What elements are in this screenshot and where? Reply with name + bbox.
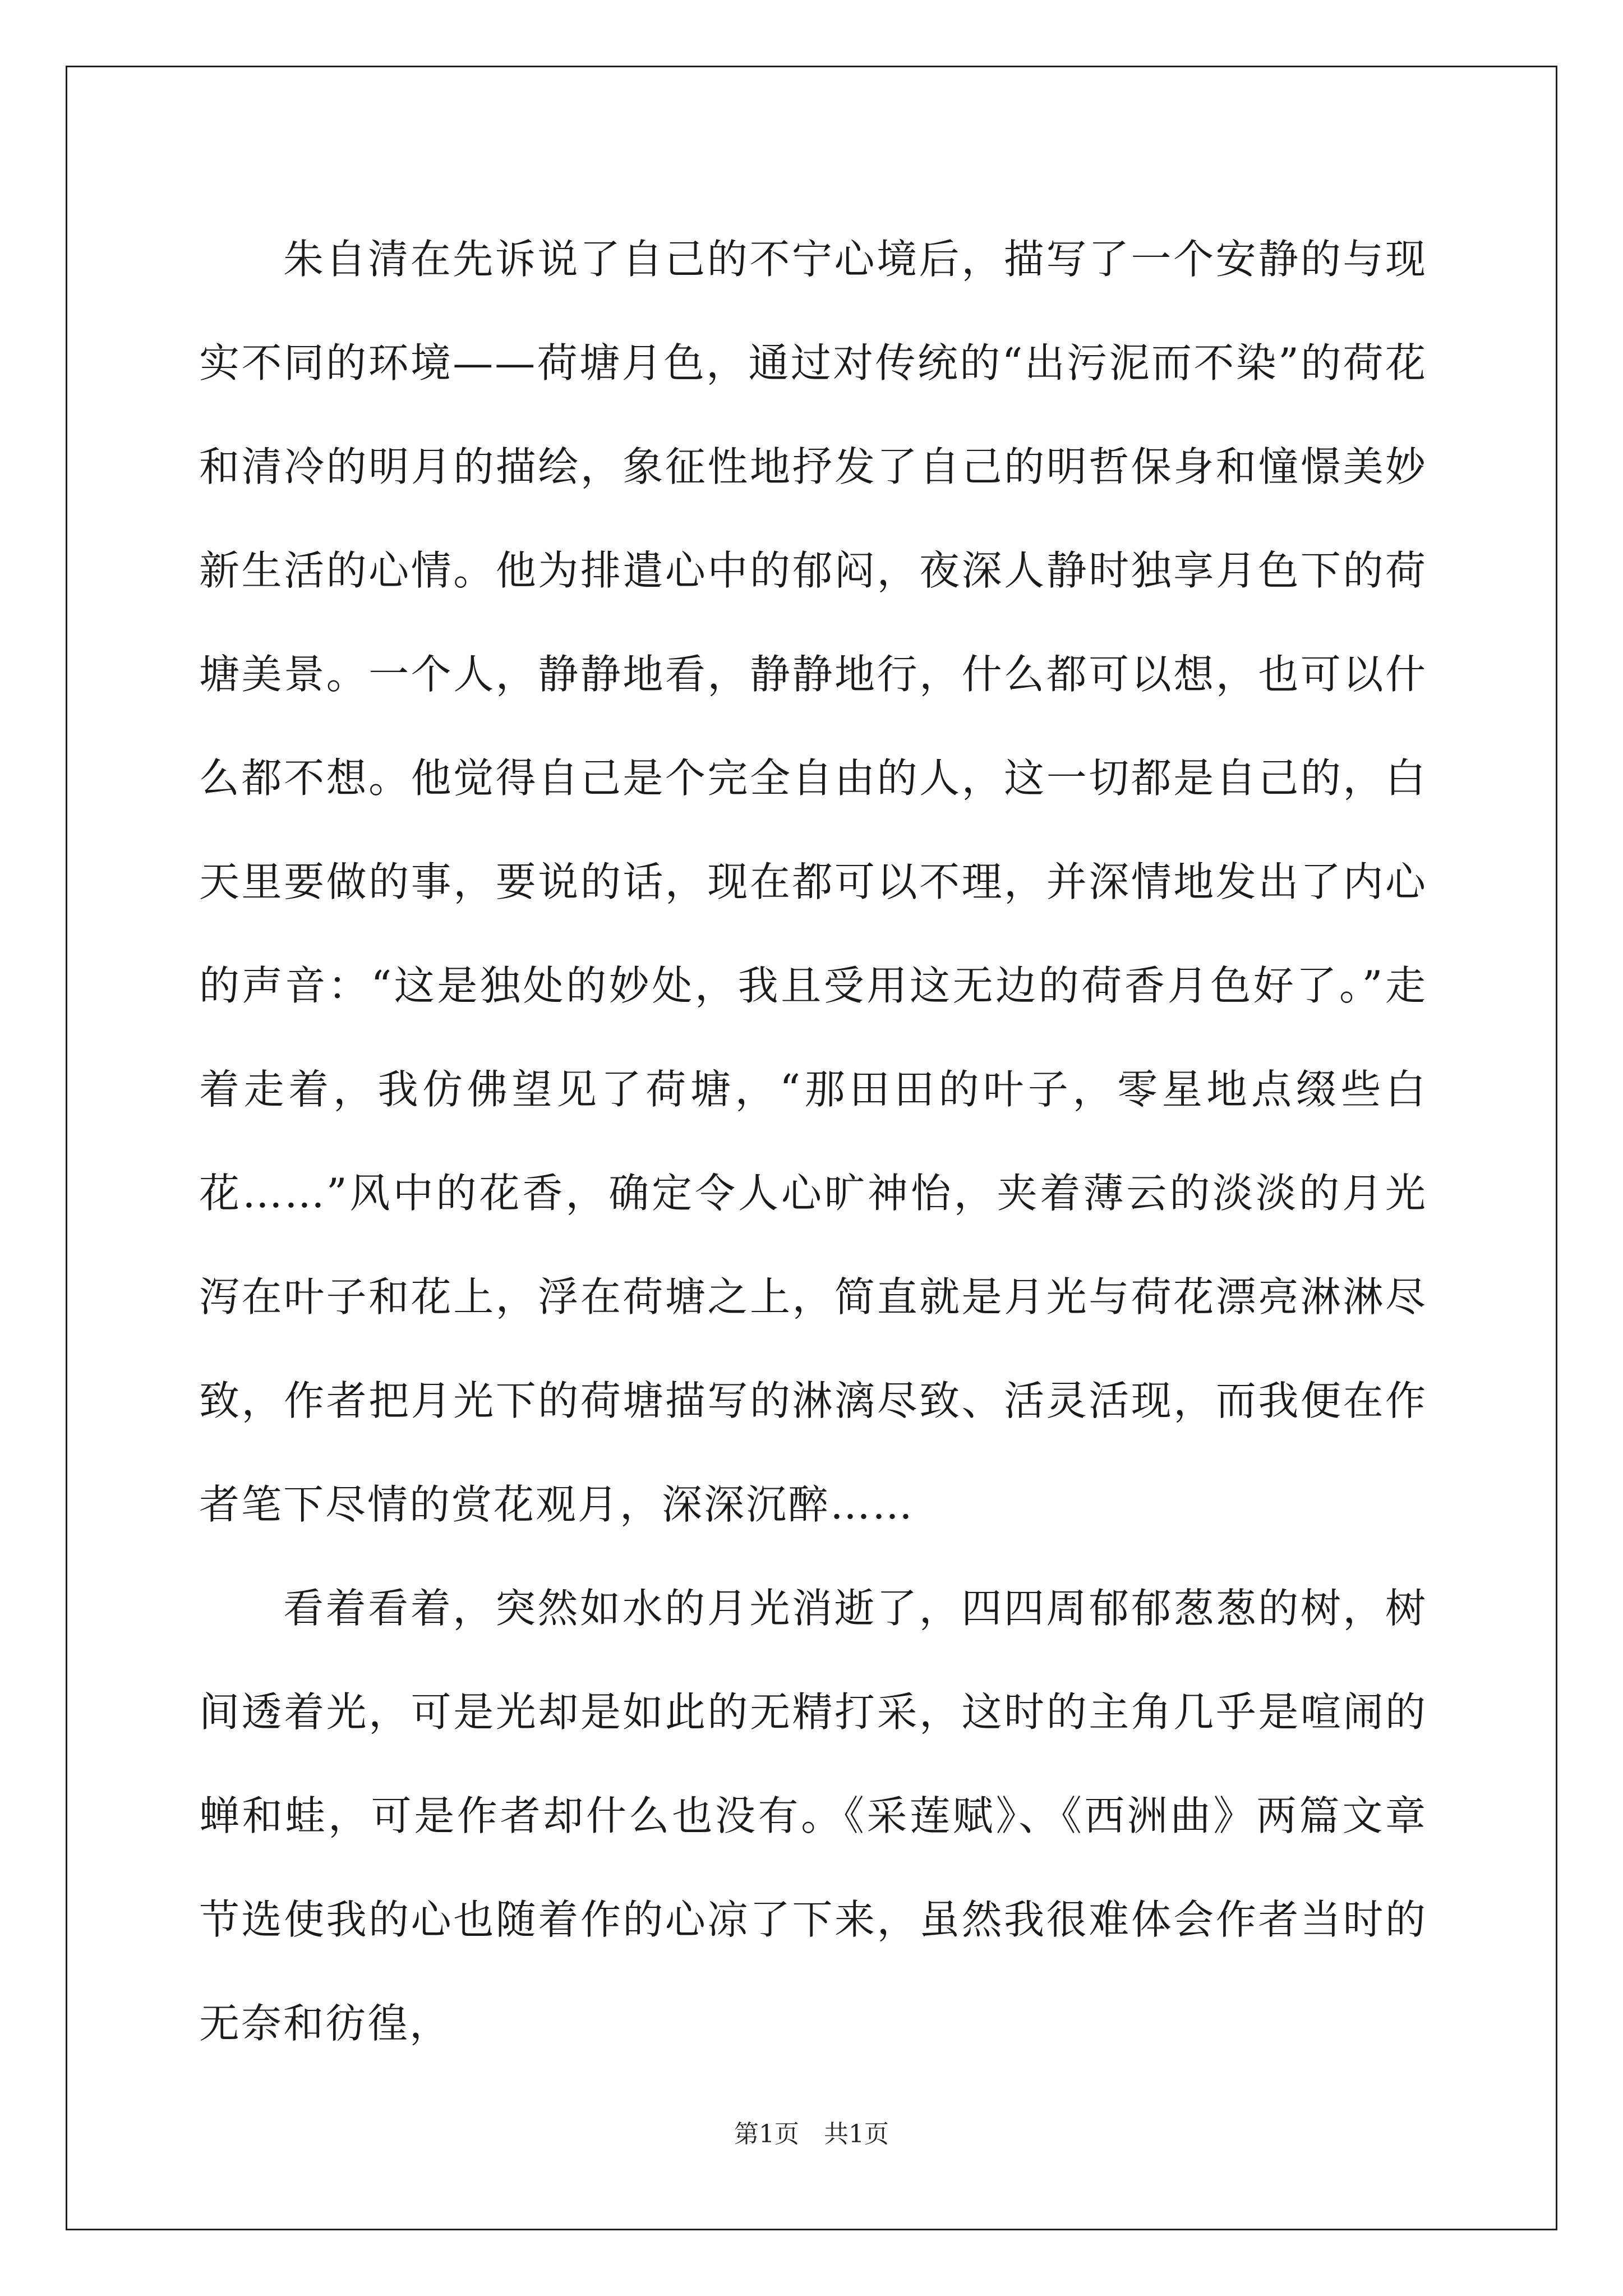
- paragraph-1: 朱自清在先诉说了自己的不宁心境后，描写了一个安静的与现实不同的环境——荷塘月色，通过对传统的“出污泥而不染”的荷花和清冷的明月的描绘，象征性地抒发了自己的明哲保身和憧憬美妙新生活的心情。他为排遣心中的郁闷，夜深人静时独享月色下的荷塘美景。一个人，静静地看，静静地行，什么都可以想，也可以什么都不想。他觉得自己是个完全自由的人，这一切都是自己的，白天里要做的事，要说的话，现在都可以不理，并深情地发出了内心的声音：“这是独处的妙处，我且受用这无边的荷香月色好了。”走着走着，我仿佛望见了荷塘，“那田田的叶子，零星地点缀些白花……”风中的花香，确定令人心旷神怡，夹着薄云的淡淡的月光泻在叶子和花上，浮在荷塘之上，简直就是月光与荷花漂亮淋淋尽致，作者把月光下的荷塘描写的淋漓尽致、活灵活现，而我便在作者笔下尽情的赏花观月，深深沉醉……: [199, 236, 1427, 1528]
- page-number-footer: 第1页 共1页: [734, 2120, 889, 2148]
- document-body: [199, 208, 1427, 2076]
- paragraph-2: 看着看着，突然如水的月光消逝了，四四周郁郁葱葱的树，树间透着光，可是光却是如此的无精打采，这时的主角几乎是喧闹的蝉和蛙，可是作者却什么也没有。《采莲赋》、《西洲曲》两篇文章节选使我的心也随着作的心凉了下来，虽然我很难体会作者当时的无奈和彷徨，: [199, 1585, 1427, 2047]
